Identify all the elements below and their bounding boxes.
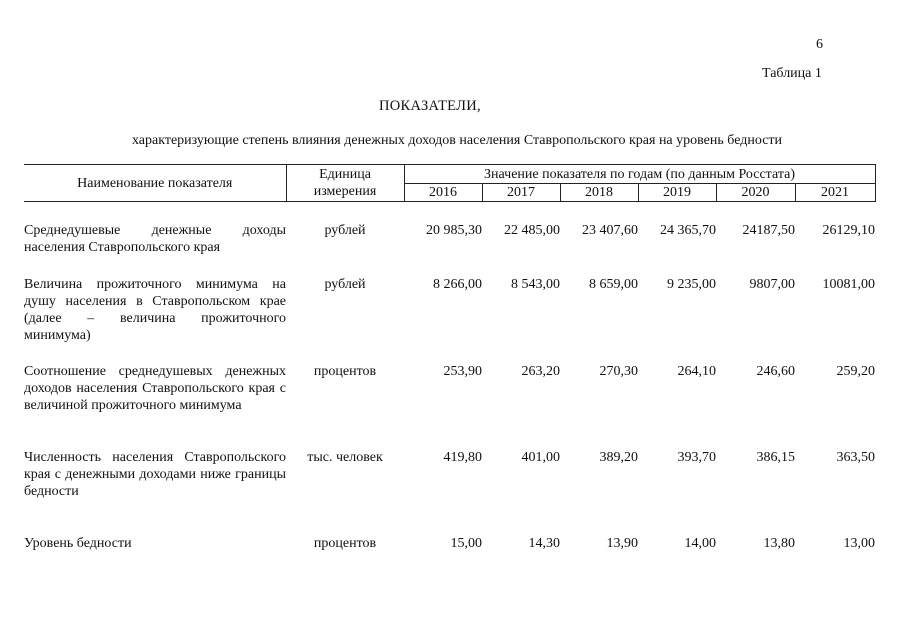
value-2019: 393,70 [677, 450, 716, 465]
table-body [24, 202, 875, 566]
header-year-2020: 2020 [716, 184, 795, 202]
value-2019: 24 365,70 [660, 223, 716, 238]
indicator-name: Соотношение среднедушевых денежных доходов населения Ставропольского края с величиной прожиточного минимума [24, 364, 286, 413]
header-year-2021: 2021 [795, 184, 875, 202]
value-2017: 22 485,00 [504, 223, 560, 238]
header-year-2018: 2018 [560, 184, 638, 202]
document-subtitle: характеризующие степень влияния денежных доходов населения Ставропольского края на уровень бедности [131, 133, 783, 148]
value-2016: 419,80 [443, 450, 482, 465]
value-2020: 386,15 [756, 450, 795, 465]
header-unit-line1: Единица [319, 167, 371, 182]
header-indicator-name: Наименование показателя [24, 165, 286, 202]
table-row [24, 220, 875, 274]
header-unit [286, 165, 404, 202]
indicator-unit: рублей [324, 277, 366, 292]
table-row [24, 274, 875, 363]
indicator-name: Численность населения Ставропольского края с денежными доходами ниже границы бедности [24, 450, 286, 499]
value-2017: 8 543,00 [511, 277, 560, 292]
value-2021: 13,00 [843, 536, 875, 551]
value-2021: 259,20 [836, 364, 875, 379]
document-title: ПОКАЗАТЕЛИ, [379, 98, 481, 114]
value-2018: 270,30 [599, 364, 638, 379]
header-year-2019: 2019 [638, 184, 716, 202]
value-2017: 401,00 [521, 450, 560, 465]
value-2017: 14,30 [528, 536, 560, 551]
value-2019: 14,00 [684, 536, 716, 551]
value-2018: 13,90 [606, 536, 638, 551]
header-year-2016: 2016 [404, 184, 482, 202]
indicator-unit: процентов [313, 364, 377, 379]
value-2016: 20 985,30 [426, 223, 482, 238]
value-2021: 363,50 [836, 450, 875, 465]
indicator-name: Величина прожиточного минимума на душу населения в Ставропольском крае (далее – величина прожиточного минимума) [24, 277, 286, 343]
value-2020: 9807,00 [749, 277, 795, 292]
indicator-unit: рублей [324, 223, 366, 238]
value-2018: 8 659,00 [589, 277, 638, 292]
header-unit-line2: измерения [313, 184, 377, 199]
header-spacer [24, 202, 875, 221]
table-row [24, 535, 875, 565]
value-2017: 263,20 [521, 364, 560, 379]
header-values-group: Значение показателя по годам (по данным Росстата) [404, 165, 875, 184]
table-row [24, 449, 875, 535]
indicator-unit: тыс. человек [307, 450, 383, 465]
table-header [24, 165, 875, 202]
table-label: Таблица 1 [762, 66, 822, 81]
value-2021: 10081,00 [822, 277, 875, 292]
value-2020: 13,80 [763, 536, 795, 551]
table-row [24, 363, 875, 449]
value-2016: 15,00 [450, 536, 482, 551]
value-2021: 26129,10 [822, 223, 875, 238]
value-2020: 24187,50 [742, 223, 795, 238]
value-2016: 253,90 [443, 364, 482, 379]
indicator-unit: процентов [313, 536, 377, 551]
value-2019: 9 235,00 [667, 277, 716, 292]
page-number: 6 [816, 37, 823, 52]
indicator-name: Уровень бедности [24, 536, 132, 551]
value-2020: 246,60 [756, 364, 795, 379]
value-2018: 23 407,60 [582, 223, 638, 238]
value-2016: 8 266,00 [433, 277, 482, 292]
value-2019: 264,10 [677, 364, 716, 379]
value-2018: 389,20 [599, 450, 638, 465]
indicator-name: Среднедушевые денежные доходы населения Ставропольского края [24, 223, 286, 255]
indicators-table [24, 164, 876, 565]
header-year-2017: 2017 [482, 184, 560, 202]
